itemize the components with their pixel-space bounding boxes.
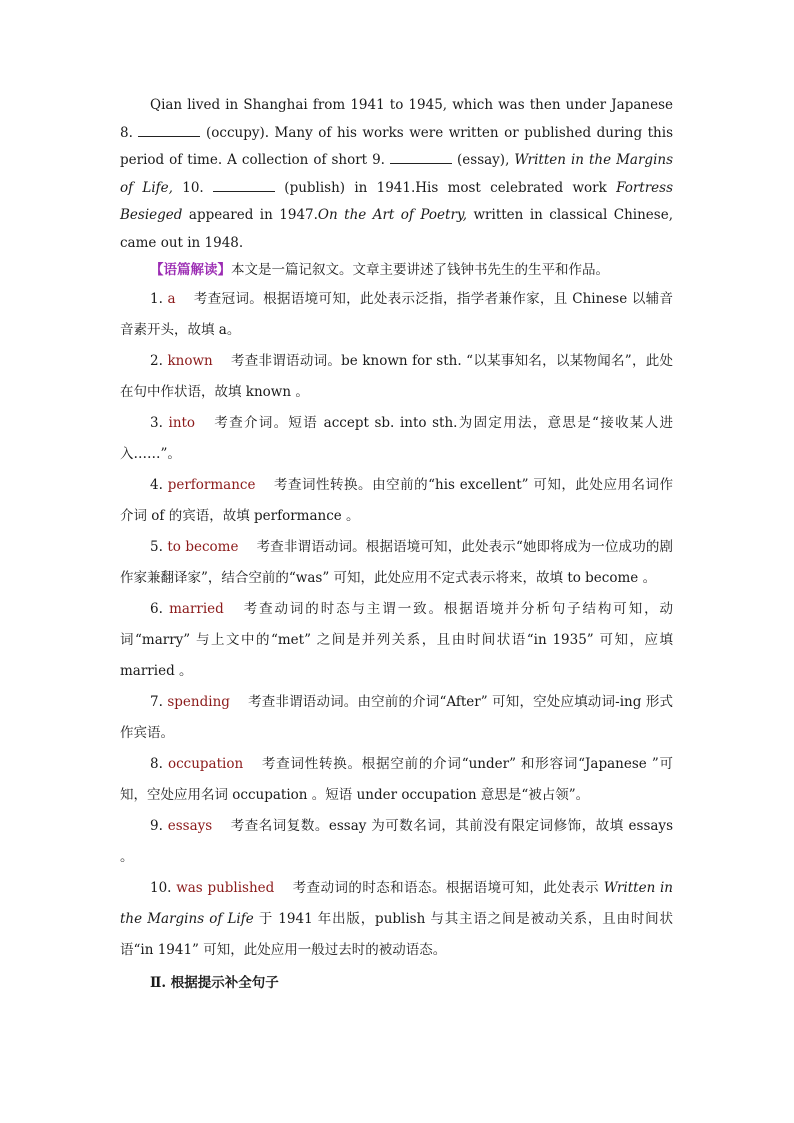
blank-8	[138, 123, 200, 137]
item-number: 6.	[150, 601, 163, 617]
answer-item-4	[120, 470, 673, 532]
passage-part4: 10.	[182, 179, 204, 196]
reading-summary	[120, 257, 673, 284]
item-explanation: 考查名词复数。essay 为可数名词，其前没有限定词修饰，故填 essays 。	[120, 818, 673, 865]
item-explanation: 考查词性转换。由空前的“his excellent” 可知，此处应用名词作介词 of 的宾语，故填 performance 。	[120, 477, 673, 524]
item-explanation: 考查动词的时态和语态。根据语境可知，此处表示	[292, 880, 599, 896]
item-number: 9.	[150, 818, 163, 834]
answer-item-3	[120, 408, 673, 470]
passage-part7: written in classical Chinese, came out in 1948.	[120, 207, 674, 251]
answer-item-6	[120, 594, 673, 687]
answer-item-8	[120, 749, 673, 811]
item-answer: known	[167, 353, 213, 369]
item-answer: spending	[167, 694, 230, 710]
passage-part1: Qian lived in Shanghai from 1941 to 1945, which was then under Japanese 8.	[120, 97, 673, 141]
item-explanation: 考查冠词。根据语境可知，此处表示泛指，指学者兼作家，且 Chinese 以辅音音素开头，故填 a。	[120, 291, 673, 338]
item-answer: a	[167, 291, 176, 307]
item-number: 2.	[150, 353, 163, 369]
item-title: Written in the Margins of Life	[120, 880, 674, 927]
item-number: 5.	[150, 539, 163, 555]
item-number: 10.	[150, 880, 172, 896]
item-explanation: 考查非谓语动词。由空前的介词“After” 可知，空处应填动词-ing 形式作宾语。	[120, 694, 673, 741]
item-explanation: 考查非谓语动词。be known for sth. “以某事知名，以某物闻名”，此处在句中作状语，故填 known 。	[120, 353, 673, 400]
item-answer: occupation	[167, 756, 244, 772]
answer-item-5	[120, 532, 673, 594]
item-answer: married	[169, 601, 224, 617]
item-answer: essays	[167, 818, 213, 834]
answer-item-7	[120, 687, 673, 749]
document-page	[120, 92, 673, 999]
item-answer: was published	[176, 880, 275, 896]
item-answer: into	[168, 415, 196, 431]
passage-title2: Fortress Besieged	[120, 179, 673, 223]
item-number: 1.	[150, 291, 163, 307]
item-answer: to become	[167, 539, 239, 555]
passage-paragraph	[120, 92, 673, 257]
item-explanation: 考查词性转换。根据空前的介词“under” 和形容词“Japanese ”可知，空处应用名词 occupation 。短语 under occupation 意思是“被占领”。	[120, 756, 673, 803]
item-explanation: 考查介词。短语 accept sb. into sth.为固定用法，意思是“接收某人进入……”。	[120, 415, 673, 462]
item-explanation-2: 于 1941 年出版，publish 与其主语之间是被动关系，且由时间状语“in 1941” 可知，此处应用一般过去时的被动语态。	[120, 911, 674, 958]
item-explanation: 考查非谓语动词。根据语境可知，此处表示“她即将成为一位成功的剧作家兼翻译家”，结合空前的“was” 可知，此处应用不定式表示将来，故填 to become 。	[120, 539, 673, 586]
reading-tag: 【语篇解读】	[150, 262, 231, 278]
item-number: 7.	[150, 694, 163, 710]
passage-title3: On the Art of Poetry,	[317, 207, 468, 223]
reading-text: 本文是一篇记叙文。文章主要讲述了钱钟书先生的生平和作品。	[231, 262, 609, 278]
item-answer: performance	[167, 477, 256, 493]
passage-part2: (occupy). Many of his works were written or published during this period of time. A collection of short 9.	[120, 124, 674, 168]
passage-part6: appeared in 1947.	[188, 207, 318, 223]
passage-title1: Written in the Margins of Life,	[120, 152, 674, 196]
answer-item-2	[120, 346, 673, 408]
blank-10	[213, 178, 275, 192]
item-number: 8.	[150, 756, 163, 772]
passage-part5: (publish) in 1941.His most celebrated work	[284, 179, 607, 196]
answer-item-10	[120, 873, 673, 966]
item-number: 4.	[150, 477, 163, 493]
answer-item-9	[120, 811, 673, 873]
blank-9	[390, 150, 452, 164]
item-number: 3.	[150, 415, 163, 431]
item-explanation: 考查动词的时态与主谓一致。根据语境并分析句子结构可知，动词“marry” 与上文中的“met” 之间是并列关系，且由时间状语“in 1935” 可知，应填 married 。	[120, 601, 674, 679]
answer-item-1	[120, 284, 673, 346]
section-heading: Ⅱ. 根据提示补全句子	[150, 975, 279, 991]
passage-part3: (essay),	[457, 152, 510, 168]
answer-list	[120, 284, 673, 873]
